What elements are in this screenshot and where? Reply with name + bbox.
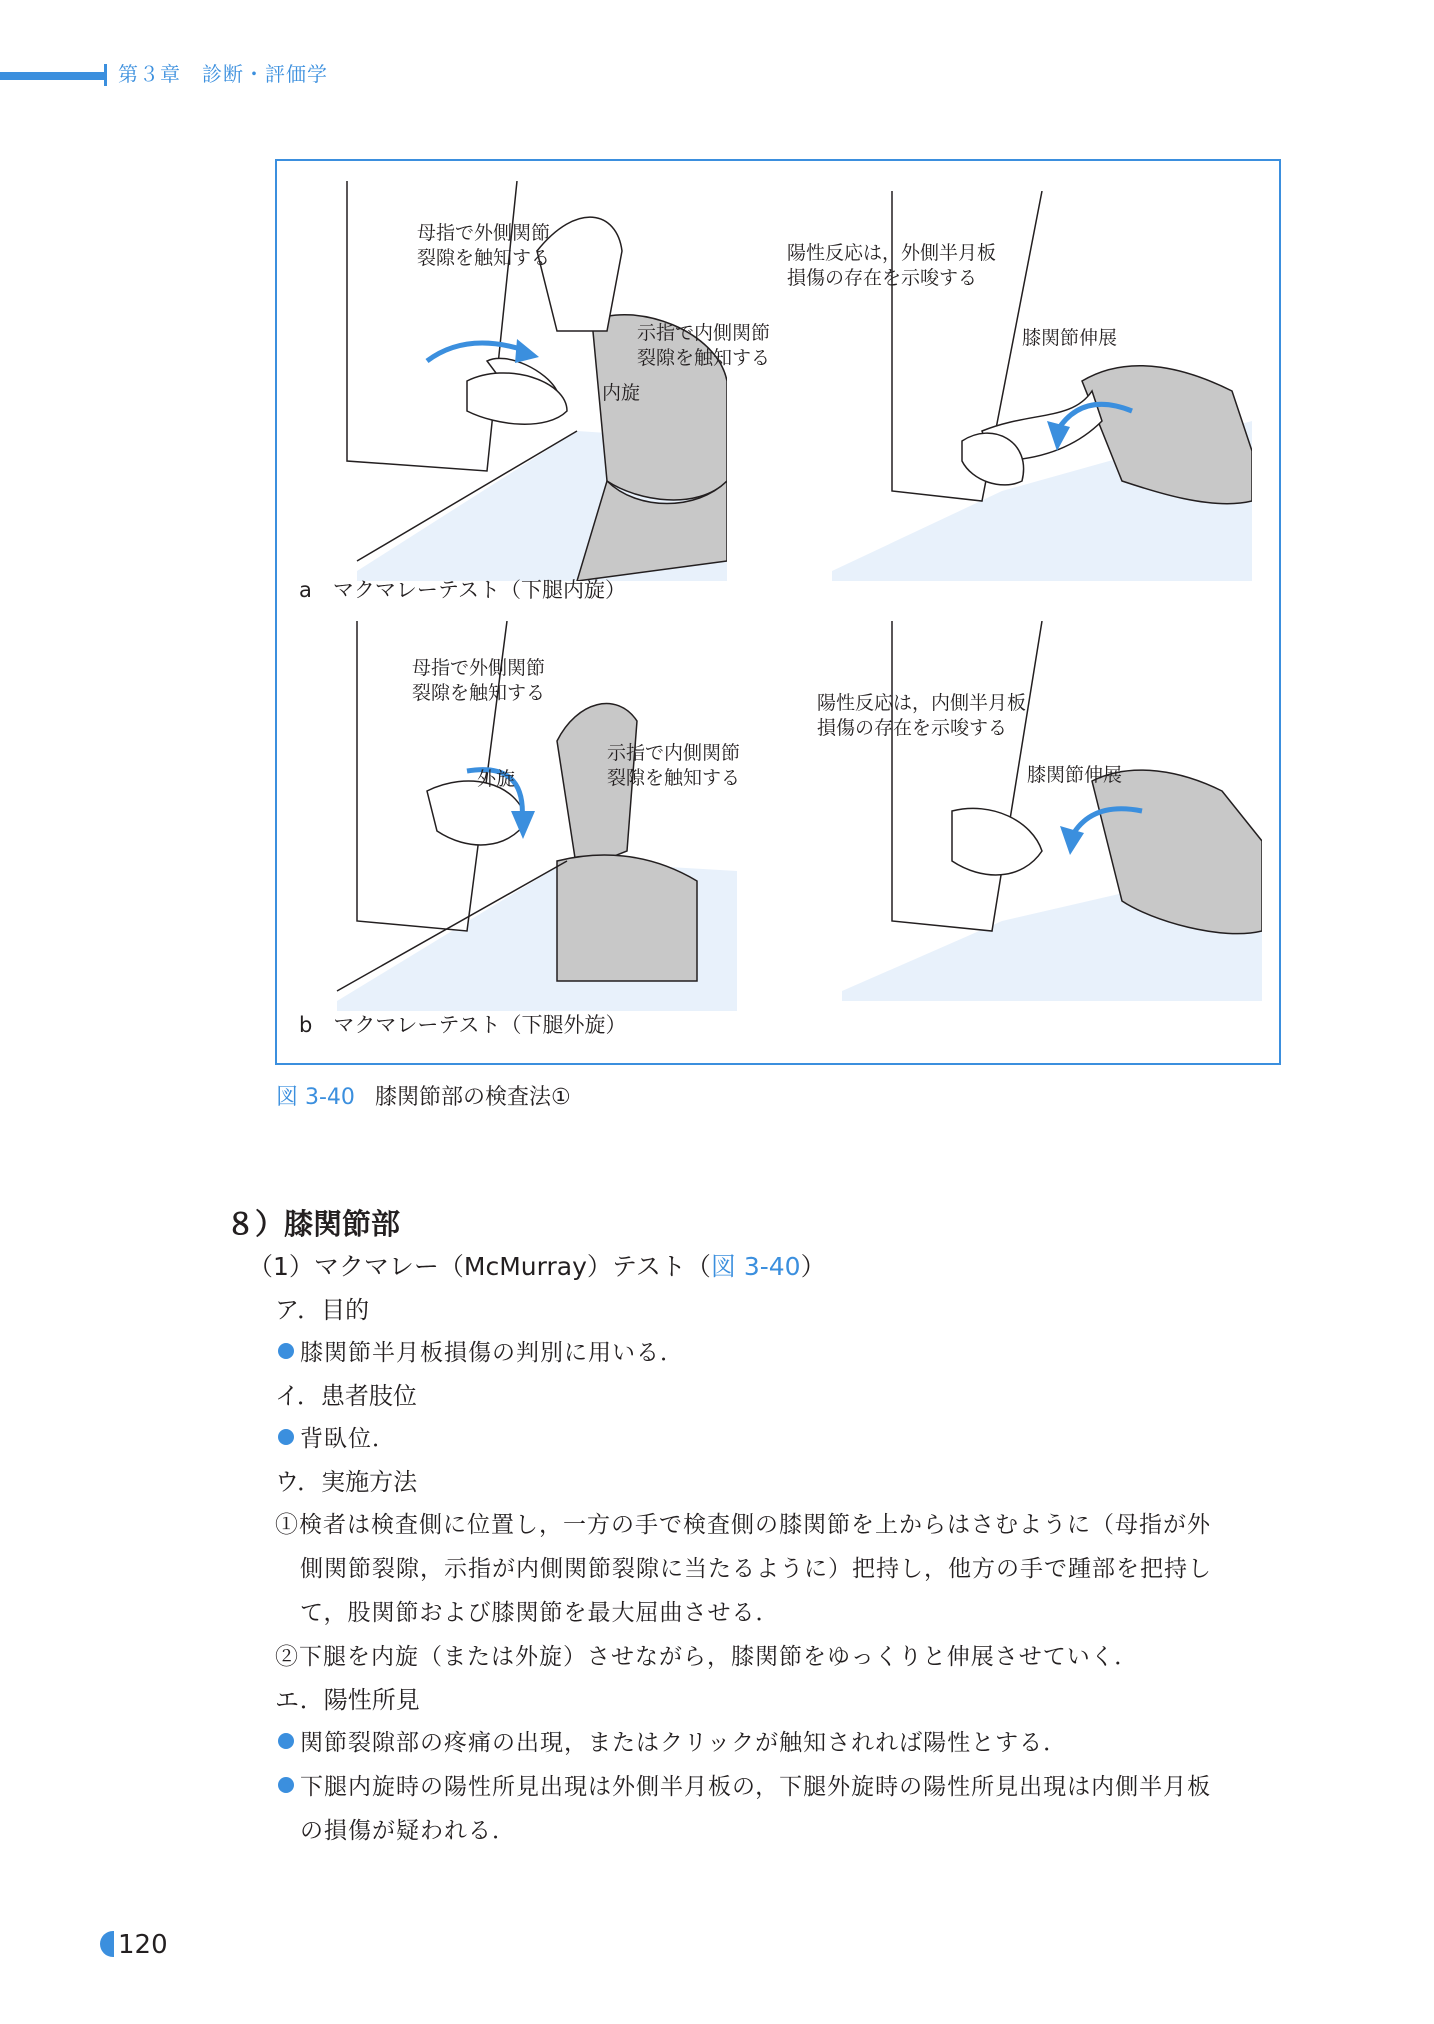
label-b-left-3: 外旋 [477, 768, 516, 790]
label-a-left-3: 内旋 [602, 382, 641, 404]
figure-number: 図 3-40 [276, 1085, 355, 1110]
method-line: 側関節裂隙，示指が内側関節裂隙に当たるように）把持し，他方の手で踵部を把持し [300, 1556, 1212, 1582]
bullet-line: 膝関節半月板損傷の判別に用いる． [278, 1334, 684, 1367]
figure-title: 膝関節部の検査法① [374, 1085, 571, 1110]
section-title: ８）膝関節部 [226, 1207, 401, 1241]
label-a-left-1: 母指で外側関節 裂隙を触知する [417, 222, 551, 269]
method-line: ②下腿を内旋（または外旋）させながら，膝関節をゆっくりと伸展させていく． [275, 1644, 1139, 1670]
bullet-icon [278, 1777, 294, 1793]
label-b-right-2: 膝関節伸展 [1027, 764, 1123, 786]
figure-caption [276, 1080, 571, 1111]
label-b-left-2: 示指で内側関節 裂隙を触知する [607, 742, 741, 789]
chapter-header: 第３章 診断・評価学 [118, 62, 328, 86]
item-head-purpose: ア．目的 [275, 1296, 370, 1324]
header-tick [104, 64, 107, 86]
panel-b-caption: b マクマレーテスト（下腿外旋） [299, 1013, 627, 1037]
label-a-left-2: 示指で内側関節 裂隙を触知する [637, 322, 771, 369]
page-number: 120 [100, 1930, 168, 1960]
label-b-left-1: 母指で外側関節 裂隙を触知する [412, 657, 546, 704]
bullet-line: 関節裂隙部の疼痛の出現，またはクリックが触知されれば陽性とする． [278, 1724, 1067, 1757]
label-a-right-1: 陽性反応は，外側半月板 損傷の存在を示唆する [787, 242, 997, 289]
bullet-icon [278, 1733, 294, 1749]
panel-a-caption: a マクマレーテスト（下腿内旋） [299, 578, 627, 602]
illustration-b-knee-extension [832, 621, 1262, 1011]
method-line: て，股関節および膝関節を最大屈曲させる． [300, 1600, 780, 1626]
bullet-continuation: の損傷が疑われる． [300, 1818, 516, 1844]
method-line: ①検者は検査側に位置し，一方の手で検査側の膝関節を上からはさむように（母指が外 [275, 1512, 1211, 1538]
bullet-icon [278, 1343, 294, 1359]
figure-reference[interactable]: 図 3-40 [710, 1252, 801, 1281]
bullet-icon [278, 1429, 294, 1445]
page-marker-icon [100, 1931, 114, 1957]
bullet-line: 下腿内旋時の陽性所見出現は外側半月板の，下腿外旋時の陽性所見出現は内側半月板 [278, 1768, 1211, 1801]
item-head-method: ウ．実施方法 [275, 1468, 418, 1496]
header-bar [0, 72, 104, 80]
label-a-right-2: 膝関節伸展 [1022, 327, 1118, 349]
bullet-line: 背臥位． [278, 1420, 396, 1453]
item-head-position: イ．患者肢位 [275, 1382, 417, 1410]
sub-title: （1）マクマレー（McMurray）テスト（図 3-40） [248, 1252, 826, 1281]
item-head-findings: エ．陽性所見 [275, 1686, 420, 1714]
figure-3-40 [275, 159, 1281, 1065]
label-b-right-1: 陽性反応は，内側半月板 損傷の存在を示唆する [817, 692, 1027, 739]
